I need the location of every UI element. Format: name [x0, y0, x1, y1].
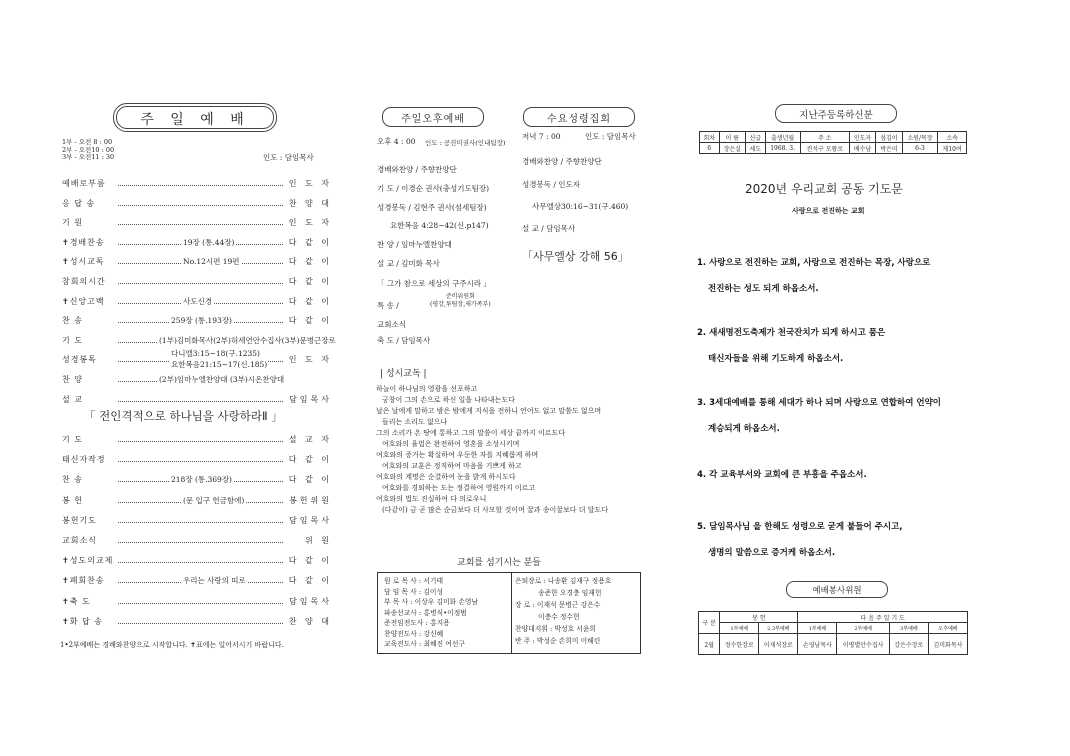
staff-right-line: 반 주 : 박성순 손희미 이해린 — [515, 637, 601, 645]
prayer-line: 4. 각 교육부서와 교회에 큰 부흥을 주옵소서. — [697, 470, 867, 480]
staff-right-line: 장 로 : 이재석 문병근 강은수 — [515, 601, 601, 609]
reading-line: (다같이) 금 곧 많은 순금보다 더 사모할 것이며 꿀과 송이꿀보다 더 달도다 — [382, 506, 609, 514]
service-item-role: 인 도 자 — [288, 218, 332, 228]
service-item-label: 기 도 — [62, 335, 83, 345]
service-item-role: 다 같 이 — [288, 316, 332, 326]
duty-subheader-cell: 오후예배 — [928, 623, 967, 634]
service-item-label: 예배로부름 — [62, 179, 106, 188]
service-item-detail: 우리는 사랑의 띠로 — [183, 576, 246, 586]
registration-header-row — [700, 132, 967, 143]
service-item-detail: (문 입구 헌금함에) — [183, 495, 245, 505]
prayer-line: 계승되게 하옵소서. — [708, 424, 780, 434]
leader-dots — [118, 562, 283, 563]
service-item-detail: 218장 (통.369장) — [171, 475, 232, 485]
service-item-role: 다 같 이 — [288, 576, 332, 586]
afternoon-leader: 인도 : 공진미권사(인내팀장) — [425, 139, 506, 147]
duty-cell: 정수한장로 — [720, 634, 759, 655]
service-item-role: 설 교 자 — [288, 435, 332, 444]
registration-header-cell: 소속 — [938, 132, 967, 143]
registration-cell: 1968. 3. — [765, 143, 800, 154]
reading-line: 그의 소리가 온 땅에 통하고 그의 말씀이 세상 끝까지 이르도다 — [376, 429, 566, 437]
duty-subheader-cell: 2,3부예배 — [759, 623, 798, 634]
reading-line: 하늘이 하나님의 영광을 선포하고 — [376, 385, 478, 393]
wednesday-item: 사무엘상30:16~31(구.460) — [532, 202, 629, 211]
service-item-role: 다 같 이 — [288, 475, 332, 485]
service-item-label: 기 원 — [62, 218, 83, 228]
staff-left-line: 파송선교사 : 홍병식•이정범 — [384, 608, 467, 617]
leader-dots — [118, 205, 283, 206]
afternoon-item: 「 그가 참으로 세상의 구주시라 」 — [377, 279, 491, 288]
service-item-label: 기 도 — [62, 435, 83, 444]
service-item-label: 봉 헌 — [62, 495, 83, 505]
afternoon-title: 주일오후예배 — [401, 114, 465, 125]
service-item-role: 다 같 이 — [288, 277, 332, 286]
service-item-role: 찬 양 대 — [288, 198, 332, 208]
leader-dots — [118, 461, 283, 462]
service-item-role: 담임목사 — [289, 596, 332, 606]
leader-dots — [118, 542, 283, 543]
registration-header-cell: 출생년월 — [765, 132, 800, 143]
service-item-label: 봉헌기도 — [62, 515, 97, 525]
service-leader: 인도 : 담임목사 — [263, 153, 314, 162]
afternoon-item: 특 송 / — [377, 301, 399, 310]
duty-header-cell: 봉 헌 — [720, 612, 798, 623]
news-title-frame — [775, 104, 897, 123]
reading-line: 날은 날에게 말하고 밤은 밤에게 지식을 전하니 언어도 없고 말씀도 없으며 — [376, 407, 602, 415]
leader-dots — [118, 401, 283, 402]
staff-left-line: 원 로 목 사 : 서기태 — [384, 577, 444, 585]
leader-dots — [118, 603, 283, 604]
registration-header-cell: 소원/목장 — [902, 132, 938, 143]
service-item-label: 교회소식 — [62, 536, 97, 545]
service-item-role: 봉헌위원 — [289, 495, 332, 505]
reading-line: 궁창이 그의 손으로 하신 일을 나타내는도다 — [382, 396, 515, 404]
reading-title: | 성시교독 | — [380, 369, 427, 379]
afternoon-title-frame — [382, 107, 484, 127]
duty-subheader-row — [699, 623, 968, 634]
afternoon-item: 교회소식 — [377, 320, 406, 329]
reading-line: 여호와의 법도 진실하여 다 의로우니 — [376, 495, 487, 503]
prayer-line: 3. 3세대예배를 통해 세대가 하나 되며 사랑으로 연합하여 언약이 — [697, 398, 942, 408]
duty-subheader-cell: 1부예배 — [720, 623, 759, 634]
registration-cell: 배수남 — [849, 143, 875, 154]
prayer-line: 생명의 말씀으로 증거케 하옵소서. — [708, 548, 836, 558]
service-item-detail: No.12시편 19편 — [183, 257, 240, 267]
duty-header-cell: 다 음 주 일 기 도 — [798, 612, 968, 623]
reading-line: 들리는 소리도 없으나 — [382, 418, 448, 426]
afternoon-item: 성경봉독 / 김현주 권사(섬세팀장) — [377, 203, 487, 212]
service-item-role: 위 원 — [305, 536, 332, 545]
staff-title: 교회를 섬기시는 분들 — [457, 558, 541, 568]
leader-dots — [118, 224, 283, 225]
prayer-line: 5. 담임목사님 을 한해도 성령으로 굳게 붙들어 주시고, — [697, 522, 903, 532]
service-item-detail: 259장 (통.193장) — [171, 316, 232, 326]
duty-row-label: 2월 — [699, 634, 720, 655]
duty-cell: 김미화목사 — [928, 634, 967, 655]
duty-subheader-cell: 2부예배 — [837, 623, 889, 634]
reading-line: 여호와의 율법은 완전하여 영혼을 소성시키며 — [382, 440, 520, 448]
sermon-title: 「 전인격적으로 하나님을 사랑하라Ⅱ 」 — [84, 409, 283, 423]
service-item-label: ✝신앙고백 — [62, 296, 105, 306]
service-item-role: 담임목사 — [289, 515, 332, 525]
service-item-role: 인 도 자 — [288, 179, 332, 188]
reading-line: 여호와의 계명은 순결하여 눈을 밝게 하시도다 — [376, 473, 516, 481]
service-item-label: 참회의시간 — [62, 277, 106, 286]
service-footnote: 1•2부예배는 경배와찬양으로 시작합니다. ✝표에는 일어서시기 바랍니다. — [60, 641, 284, 649]
duty-subheader-cell: 1부예배 — [798, 623, 837, 634]
registration-header-cell: 주 소 — [800, 132, 849, 143]
registration-header-cell: 섬김이 — [876, 132, 902, 143]
registration-header-cell: 이 름 — [719, 132, 745, 143]
service-item-detail: (1부)김미화목사(2부)허세연안수집사(3부)문병근장로 — [159, 335, 336, 345]
registration-row — [700, 143, 967, 154]
registration-header-cell: 인도자 — [849, 132, 875, 143]
staff-left-line: 교육전도사 : 최혜진 여선구 — [384, 640, 465, 648]
duty-title: 예배봉사위원 — [812, 586, 862, 596]
prayer-line: 태신자들을 위해 기도하게 하옵소서. — [708, 354, 844, 364]
service-item-role: 다 같 이 — [288, 257, 332, 267]
service-item-detail: 요한복음21:15~17(신.185) — [171, 360, 268, 370]
staff-left-line: 부 목 사 : 이상우 김미화 손영남 — [384, 598, 479, 606]
staff-right-line: 송준한 오경충 임재헌 — [538, 589, 602, 597]
special-song-team: 준비위원회 (평강,투팀장,새가족부) — [430, 293, 491, 308]
service-item-label: ✝성시교독 — [62, 257, 105, 267]
staff-left-line: 담 임 목 사 : 김이성 — [384, 587, 444, 596]
prayer-subtitle: 사랑으로 전진하는 교회 — [792, 207, 865, 215]
service-item-label: 응 답 송 — [62, 198, 96, 208]
duty-header-row — [699, 612, 968, 623]
afternoon-item: 요한복음 4:28~42(신.p147) — [390, 221, 489, 230]
staff-right-line: 찬양대지휘 : 박성호 서윤희 — [515, 625, 596, 633]
service-item-role: 다 같 이 — [288, 296, 332, 306]
duty-cell: 강은수장로 — [889, 634, 928, 655]
service-item-role: 다 같 이 — [288, 237, 332, 247]
service-item-label: ✝폐회찬송 — [62, 576, 105, 586]
wednesday-item: 성경봉독 / 인도자 — [522, 180, 581, 189]
prayer-line: 전진하는 성도 되게 하옵소서. — [708, 284, 819, 294]
afternoon-item: 설 교 / 김미화 목사 — [377, 259, 440, 268]
service-item-label: 설 교 — [62, 394, 83, 404]
service-item-label: 태신자작정 — [62, 455, 106, 465]
reading-line: 여호와의 교훈은 정직하여 마음을 기쁘게 하고 — [382, 462, 522, 470]
duty-row — [699, 634, 968, 655]
prayer-line: 1. 사랑으로 전진하는 교회, 사랑으로 전진하는 목장, 사랑으로 — [697, 258, 931, 268]
registration-cell: 6 — [700, 143, 720, 154]
service-item-role: 인 도 자 — [288, 355, 332, 365]
duty-cell: 이병별안수집사 — [837, 634, 889, 655]
service-item-label: ✝성도의교제 — [62, 556, 114, 566]
wednesday-item: 경배와찬양 / 주향찬양단 — [522, 157, 602, 166]
afternoon-item: 축 도 / 담임목사 — [377, 336, 431, 345]
duty-title-frame — [786, 581, 888, 598]
service-item-label: ✝축 도 — [62, 596, 91, 606]
service-item-label: 찬 양 — [62, 375, 83, 384]
duty-cell: 이재석장로 — [759, 634, 798, 655]
afternoon-item: 경배와찬양 / 주향찬양단 — [377, 165, 457, 174]
service-item-role: 찬 양 대 — [288, 616, 332, 626]
prayer-title: 2020년 우리교회 공동 기도문 — [745, 182, 903, 196]
service-item-role: 다 같 이 — [288, 556, 332, 566]
leader-dots — [118, 283, 283, 284]
afternoon-item: 기 도 / 이경순 권사(충성기도팀장) — [377, 184, 490, 193]
afternoon-item: 찬 양 / 임마누엘찬양대 — [377, 240, 452, 249]
wednesday-title-frame — [523, 107, 635, 127]
service-item-role: 담임목사 — [289, 394, 332, 404]
service-item-label: 성경봉독 — [62, 355, 97, 365]
staff-box-divider — [511, 573, 512, 653]
service-item-label: ✝화 답 송 — [62, 616, 103, 626]
duty-cell: 손영남목사 — [798, 634, 837, 655]
wednesday-title: 수요성령집회 — [547, 114, 611, 125]
registration-header-cell: 회차 — [700, 132, 720, 143]
duty-header-cell: 구 분 — [699, 612, 720, 634]
reading-line: 여호와를 경외하는 도는 정결하여 영원까지 이르고 — [382, 484, 536, 492]
news-title: 지난주등록하신분 — [799, 110, 873, 121]
service-title-frame — [113, 103, 277, 132]
leader-dots — [118, 522, 283, 523]
service-item-detail: (2부)임마누엘찬양대 (3부)시온찬양대 — [159, 375, 285, 384]
registration-header-cell: 신급 — [745, 132, 765, 143]
leader-dots — [118, 441, 283, 442]
registration-cell: 세도 — [745, 143, 765, 154]
wednesday-sermon: 「사무엘상 강해 56」 — [522, 250, 629, 263]
reading-line: 여호와의 증거는 확실하여 우둔한 자를 지혜롭게 하며 — [376, 451, 539, 459]
prayer-line: 2. 새새명전도축제가 천국잔치가 되게 하시고 품은 — [697, 328, 886, 338]
service-item-label: 찬 송 — [62, 475, 83, 485]
staff-right-line: 은퇴장로 : 나송환 김재구 정용호 — [515, 577, 612, 585]
registration-table — [699, 131, 967, 154]
registration-cell: 박은미 — [876, 143, 902, 154]
service-times: 1부 - 오전 8 : 00 2부 - 오전10 : 00 3부 - 오전11 : 30 — [62, 138, 115, 161]
wednesday-item: 설 교 / 담임목사 — [522, 224, 576, 233]
duty-subheader-cell: 3부예배 — [889, 623, 928, 634]
registration-cell: 제10여 — [938, 143, 967, 154]
leader-dots — [118, 623, 283, 624]
wednesday-leader: 인도 : 담임목사 — [585, 132, 636, 141]
registration-cell: 6-3 — [902, 143, 938, 154]
leader-dots — [118, 185, 283, 186]
service-title: 주 일 예 배 — [140, 112, 250, 128]
afternoon-time: 오후 4 : 00 — [377, 137, 416, 146]
staff-left-line: 찬양전도사 : 강신혜 — [384, 629, 444, 638]
staff-left-line: 준전임전도사 : 홍지용 — [384, 619, 450, 627]
service-item-label: 찬 송 — [62, 316, 83, 326]
service-item-role: 다 같 이 — [288, 455, 332, 465]
service-item-detail: 사도신경 — [183, 296, 212, 306]
service-item-label: ✝경배찬송 — [62, 237, 105, 247]
registration-cell: 전석구 모왕로 — [800, 143, 849, 154]
duty-table — [698, 611, 968, 655]
staff-right-line: 이충수 정수헌 — [538, 613, 580, 621]
wednesday-time: 저녁 7 : 00 — [522, 132, 561, 141]
registration-cell: 장은실 — [719, 143, 745, 154]
service-item-detail: 19장 (통.44장) — [183, 237, 235, 247]
service-item-detail: 다니엘3:15~18(구.1235) — [171, 349, 260, 359]
